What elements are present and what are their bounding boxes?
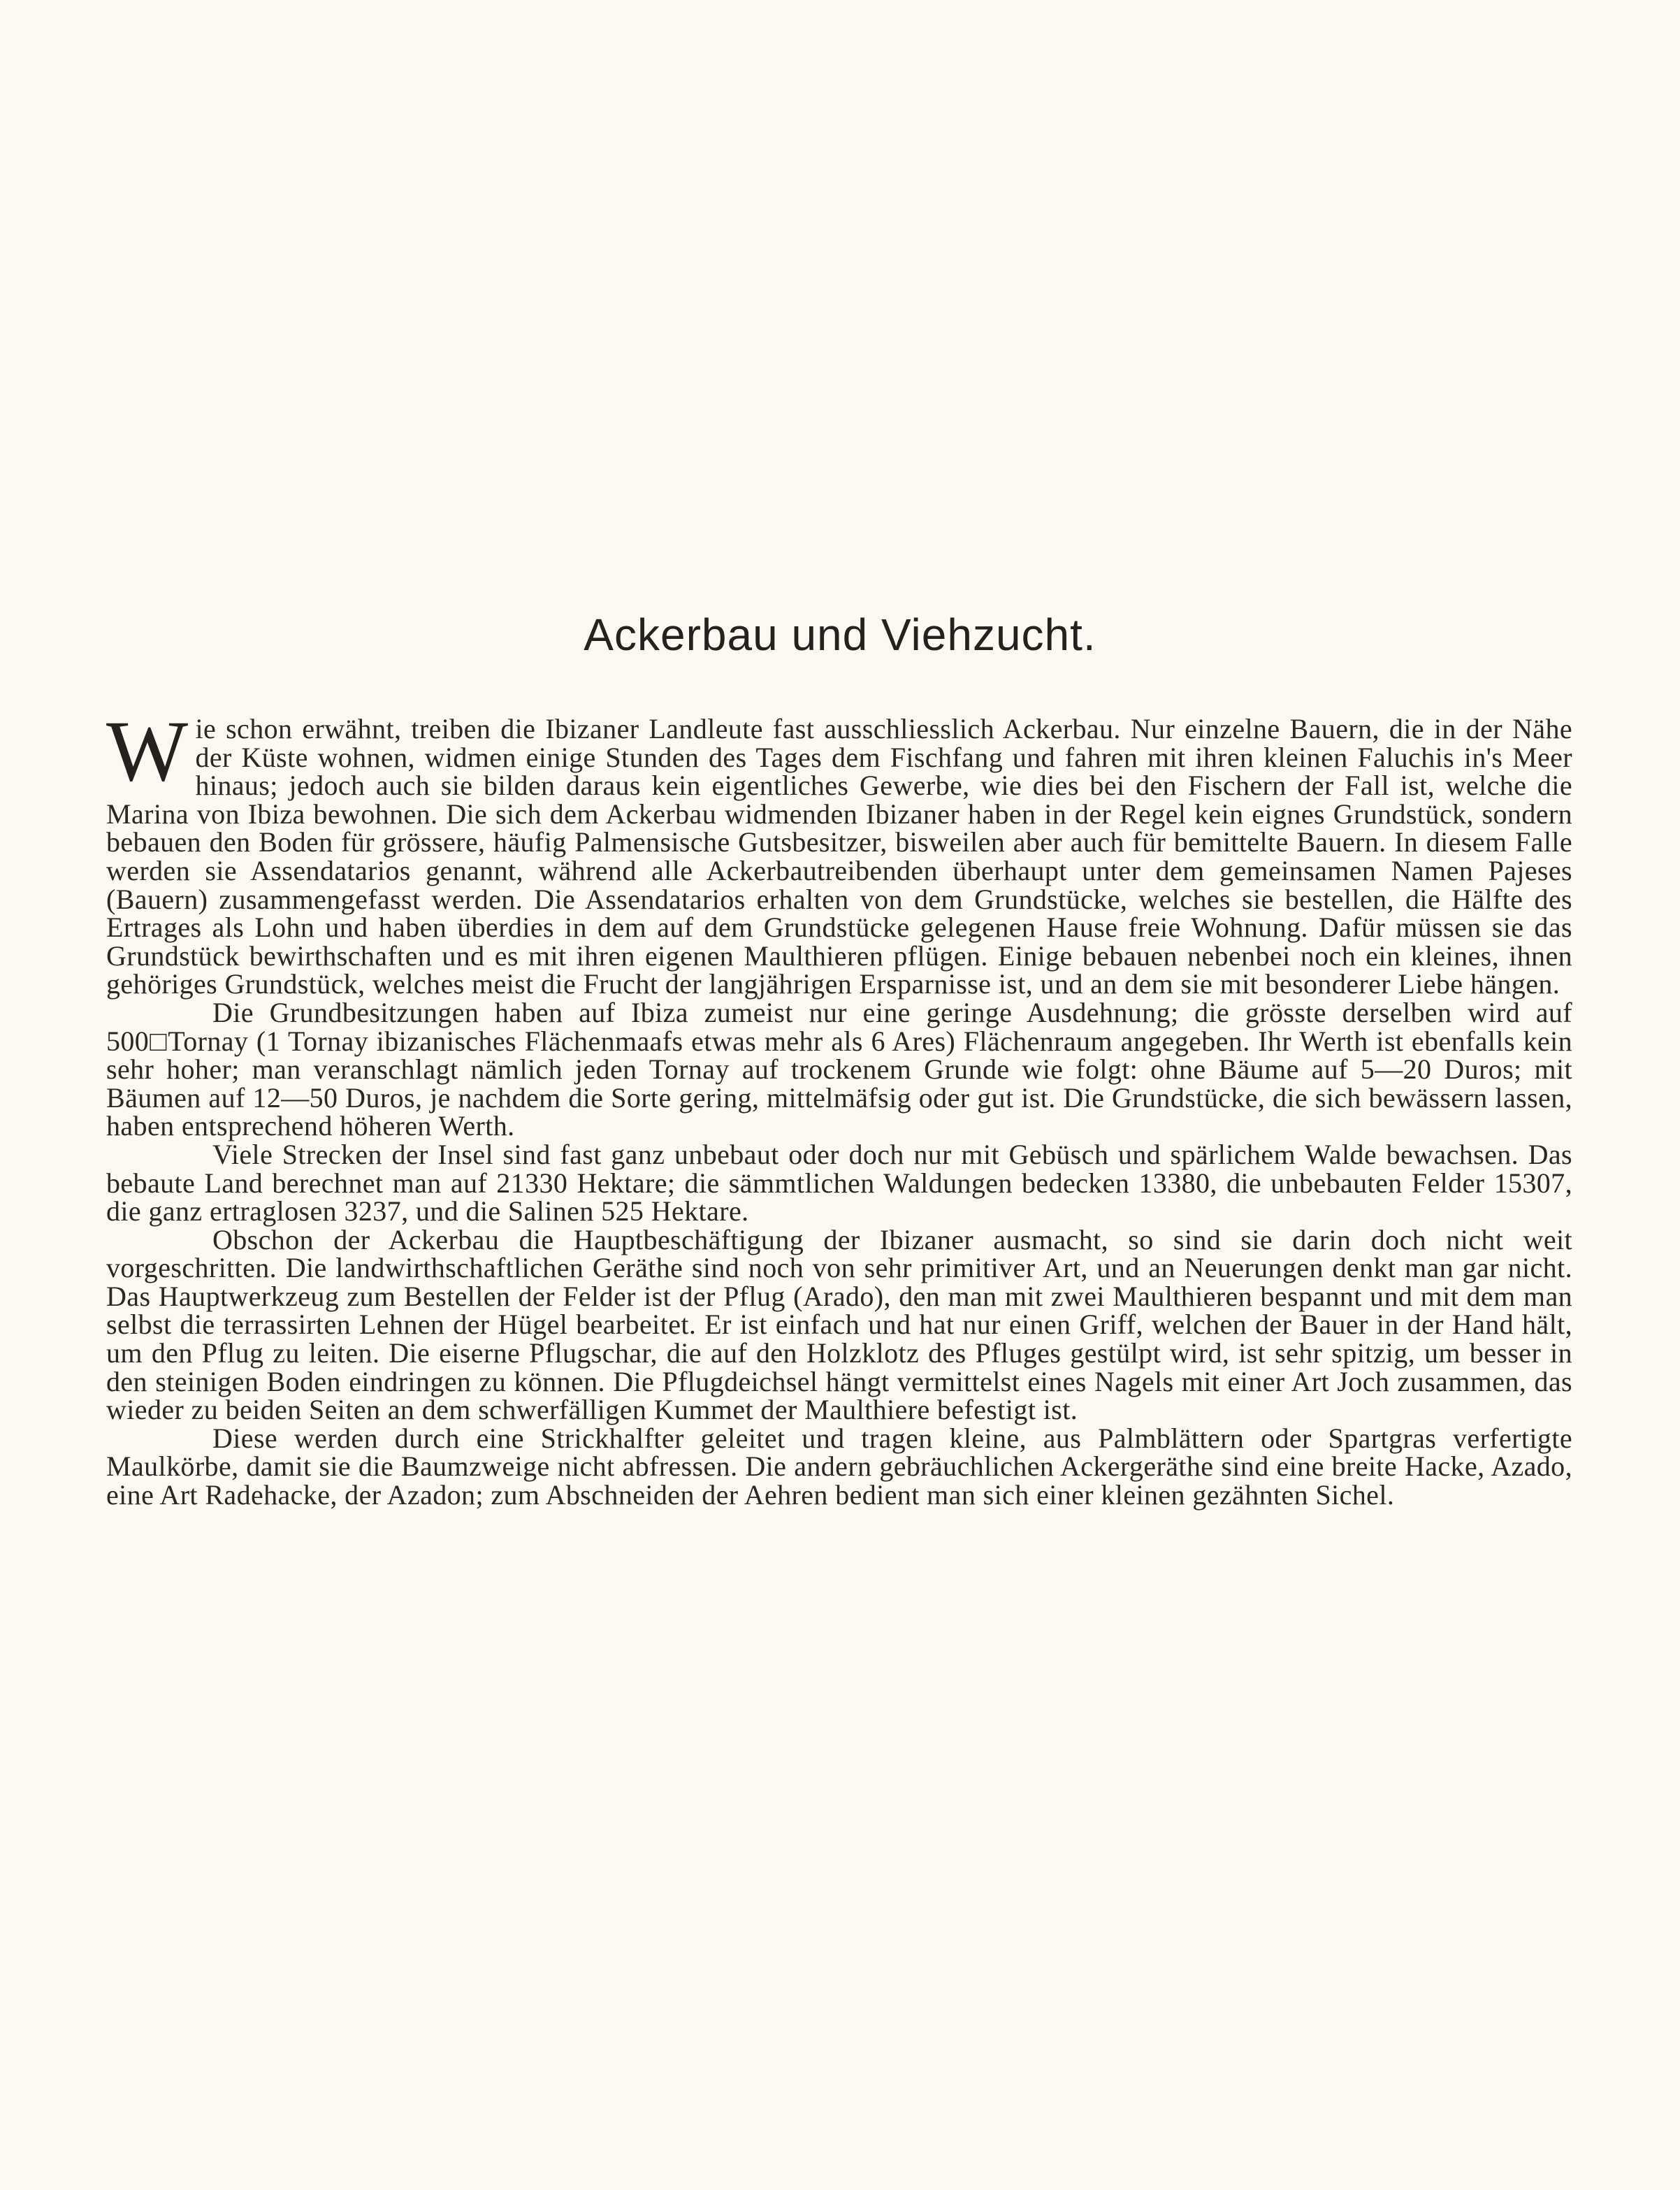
paragraph-1-text: ie schon erwähnt, treiben die Ibizaner Landleute fast ausschliesslich Ackerbau. Nur einzelne Bauern, die in der Nähe der Küste wohnen, widmen einige Stunden des Tages dem Fischfang und fahren mit ihren kleinen Faluchis in's Meer hinaus; jedoch auch sie bilden daraus kein eigentliches Gewerbe, wie dies bei den Fischern der Fall ist, welche die Marina von Ibiza bewohnen. Die sich dem Ackerbau widmenden Ibizaner haben in der Regel kein eignes Grundstück, sondern bebauen den Boden für grössere, häufig Palmensische Gutsbesitzer, bisweilen aber auch für bemittelte Bauern. In diesem Falle werden sie Assendatarios genannt, während alle Ackerbautreibenden überhaupt unter dem gemeinsamen Namen Pajeses (Bauern) zusammengefasst werden. Die Assendatarios erhalten von dem Grundstücke, welches sie bestellen, die Hälfte des Ertrages als Lohn und haben überdies in dem auf dem Grundstücke gelegenen Hause freie Wohnung. Dafür müssen sie das Grundstück bewirthschaften und es mit ihren eigenen Maulthieren pflügen. Einige bebauen nebenbei noch ein kleines, ihnen gehöriges Grundstück, welches meist die Frucht der langjährigen Ersparnisse ist, und an dem sie mit besonderer Liebe hängen. <box>106 713 1572 1000</box>
paragraph-3: Viele Strecken der Insel sind fast ganz unbebaut oder doch nur mit Gebüsch und spärlichem Walde bewachsen. Das bebaute Land berechnet man auf 21330 Hektare; die sämmtlichen Waldungen bedecken 13380, die unbebauten Felder 15307, die ganz ertraglosen 3237, und die Salinen 525 Hektare. <box>106 1138 1572 1227</box>
paragraph-4: Obschon der Ackerbau die Hauptbeschäftigung der Ibizaner ausmacht, so sind sie darin doch nicht weit vorgeschritten. Die landwirthschaftlichen Geräthe sind noch von sehr primitiver Art, und an Neuerungen denkt man gar nicht. Das Hauptwerkzeug zum Bestellen der Felder ist der Pflug (Arado), den man mit zwei Maulthieren bespannt und mit dem man selbst die terrassirten Lehnen der Hügel bearbeitet. Er ist einfach und hat nur einen Griff, welchen der Bauer in der Hand hält, um den Pflug zu leiten. Die eiserne Pflugschar, die auf den Holzklotz des Pfluges gestülpt wird, ist sehr spitzig, um besser in den steinigen Boden eindringen zu können. Die Pflugdeichsel hängt vermittelst eines Nagels mit einer Art Joch zusammen, das wieder zu beiden Seiten an dem schwerfälligen Kummet der Maulthiere befestigt ist. <box>106 1223 1572 1426</box>
drop-cap: W <box>106 703 189 799</box>
paragraph-1 <box>106 703 1572 1000</box>
paragraph-2: Die Grundbesitzungen haben auf Ibiza zumeist nur eine geringe Ausdehnung; die grösste derselben wird auf 500□Tornay (1 Tornay ibizanisches Flächenmaafs etwas mehr als 6 Ares) Flächenraum angegeben. Ihr Werth ist ebenfalls kein sehr hoher; man veranschlagt nämlich jeden Tornay auf trockenem Grunde wie folgt: ohne Bäume auf 5—20 Duros; mit Bäumen auf 12—50 Duros, je nachdem die Sorte gering, mittelmäfsig oder gut ist. Die Grundstücke, die sich bewässern lassen, haben entsprechend höheren Werth. <box>106 996 1572 1142</box>
chapter-title: Ackerbau und Viehzucht. <box>584 610 1096 660</box>
paragraph-5: Diese werden durch eine Strickhalfter geleitet und tragen kleine, aus Palmblättern oder Spartgras verfertigte Maulkörbe, damit sie die Baumzweige nicht abfressen. Die andern gebräuchlichen Ackergeräthe sind eine breite Hacke, Azado, eine Art Radehacke, der Azadon; zum Abschneiden der Aehren bedient man sich einer kleinen gezähnten Sichel. <box>106 1422 1572 1511</box>
body-text <box>106 703 1572 1511</box>
